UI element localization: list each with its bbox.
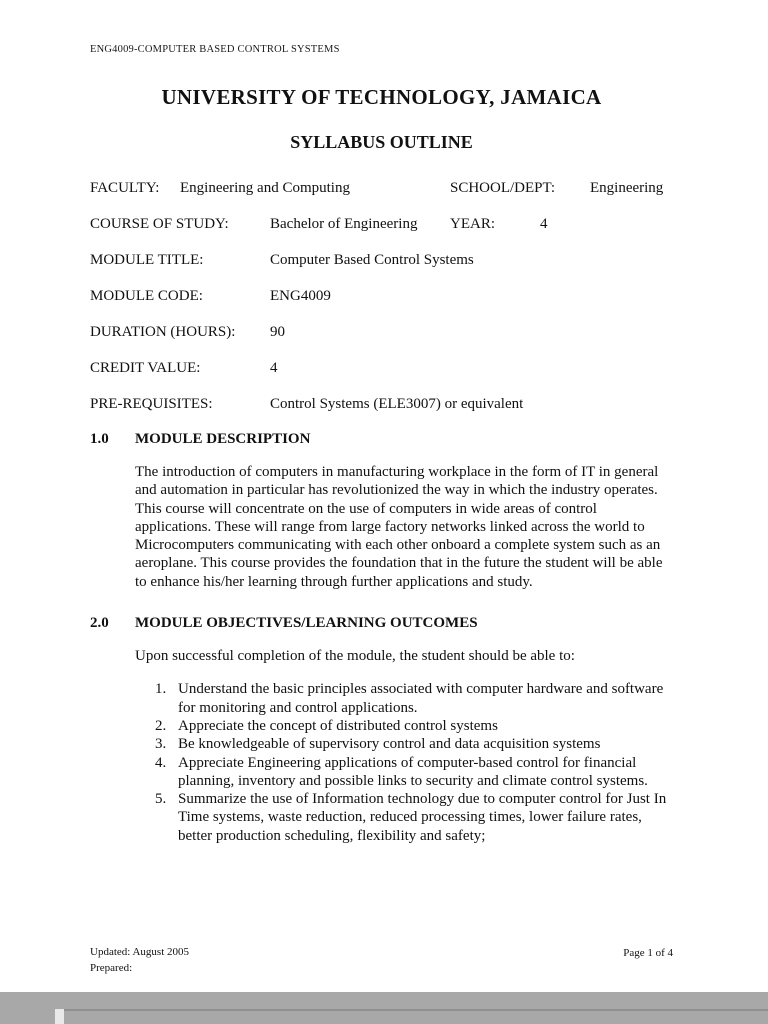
duration-value: 90: [270, 324, 285, 340]
school-dept-label: SCHOOL/DEPT:: [450, 180, 556, 196]
list-item-text: Summarize the use of Information technology due to computer control for Just In Time systems, waste reduction, reduced processing times, lower failure rates, better production scheduling, flexibility and safety;: [178, 791, 667, 844]
list-item-number: 1.: [155, 681, 167, 698]
list-item: [155, 790, 673, 845]
prerequisites-value: Control Systems (ELE3007) or equivalent: [270, 396, 524, 412]
info-row-module-title: [90, 251, 673, 269]
prerequisites-label: PRE-REQUISITES:: [90, 396, 213, 412]
module-code-label: MODULE CODE:: [90, 288, 203, 304]
credit-value-label: CREDIT VALUE:: [90, 360, 201, 376]
module-description-text: The introduction of computers in manufacturing workplace in the form of IT in general and automation in particular has revolutionized the way in which the industry operates. This course will concentrate on the use of computers in wide areas of control applications. These will range from large factory networks linked across the world to Microcomputers communicating with each other onboard a complete system such as an aeroplane. This course provides the foundation that in the future the student will be able to enhance his/her learning through further applications and study.: [135, 464, 663, 590]
list-item-text: Appreciate the concept of distributed control systems: [178, 717, 498, 734]
section-heading: [90, 615, 673, 632]
course-info-block: [90, 179, 673, 413]
info-row-course-of-study: [90, 215, 673, 233]
list-item-text: Be knowledgeable of supervisory control and data acquisition systems: [178, 736, 601, 753]
section-number: 1.0: [90, 431, 109, 447]
module-title-label: MODULE TITLE:: [90, 252, 204, 268]
list-item: [155, 754, 673, 791]
section-module-objectives: [90, 615, 673, 845]
info-row-duration: [90, 323, 673, 341]
section-title: MODULE DESCRIPTION: [135, 431, 311, 447]
info-row-faculty: [90, 179, 673, 197]
section-heading: [90, 431, 673, 448]
footer-left-block: [90, 945, 189, 976]
objectives-intro-text: Upon successful completion of the module, the student should be able to:: [135, 648, 575, 665]
list-item: [155, 680, 673, 717]
faculty-label: FACULTY:: [90, 180, 160, 196]
page-footer: [90, 945, 673, 976]
module-title-value: Computer Based Control Systems: [270, 252, 474, 268]
school-dept-value: Engineering: [590, 180, 664, 196]
info-row-prerequisites: [90, 395, 673, 413]
course-of-study-label: COURSE OF STUDY:: [90, 216, 229, 232]
list-item-number: 2.: [155, 717, 167, 734]
document-subtitle: SYLLABUS OUTLINE: [290, 132, 473, 152]
list-item-number: 5.: [155, 791, 167, 808]
list-item-text: Appreciate Engineering applications of computer-based control for financial planning, inventory and possible links to security and climate control systems.: [178, 754, 648, 789]
credit-value-value: 4: [270, 360, 278, 376]
objectives-list: [155, 680, 673, 845]
section-number: 2.0: [90, 615, 109, 632]
footer-prepared: Prepared:: [90, 961, 133, 974]
duration-label: DURATION (HOURS):: [90, 324, 236, 340]
year-label: YEAR:: [450, 216, 495, 232]
module-code-value: ENG4009: [270, 288, 331, 304]
viewer-bottom-strip: [0, 992, 768, 1024]
year-value: 4: [540, 216, 548, 232]
page-number: Page 1 of 4: [623, 947, 673, 959]
list-item: [155, 735, 673, 753]
list-item-number: 3.: [155, 736, 167, 753]
list-item: [155, 717, 673, 735]
section-module-description: [90, 431, 673, 591]
info-row-module-code: [90, 287, 673, 305]
section-title: MODULE OBJECTIVES/LEARNING OUTCOMES: [135, 615, 478, 632]
footer-updated: Updated: August 2005: [90, 946, 189, 958]
list-item-text: Understand the basic principles associated with computer hardware and software for monitoring and control applications.: [178, 681, 664, 716]
info-row-credit-value: [90, 359, 673, 377]
running-header: ENG4009-COMPUTER BASED CONTROL SYSTEMS: [90, 44, 340, 55]
page-edge-notch: [55, 1009, 64, 1024]
faculty-value: Engineering and Computing: [180, 180, 350, 196]
list-item-number: 4.: [155, 754, 167, 771]
course-of-study-value: Bachelor of Engineering: [270, 216, 418, 232]
document-title: UNIVERSITY OF TECHNOLOGY, JAMAICA: [161, 85, 602, 109]
page-edge-shadow: [64, 1009, 768, 1011]
